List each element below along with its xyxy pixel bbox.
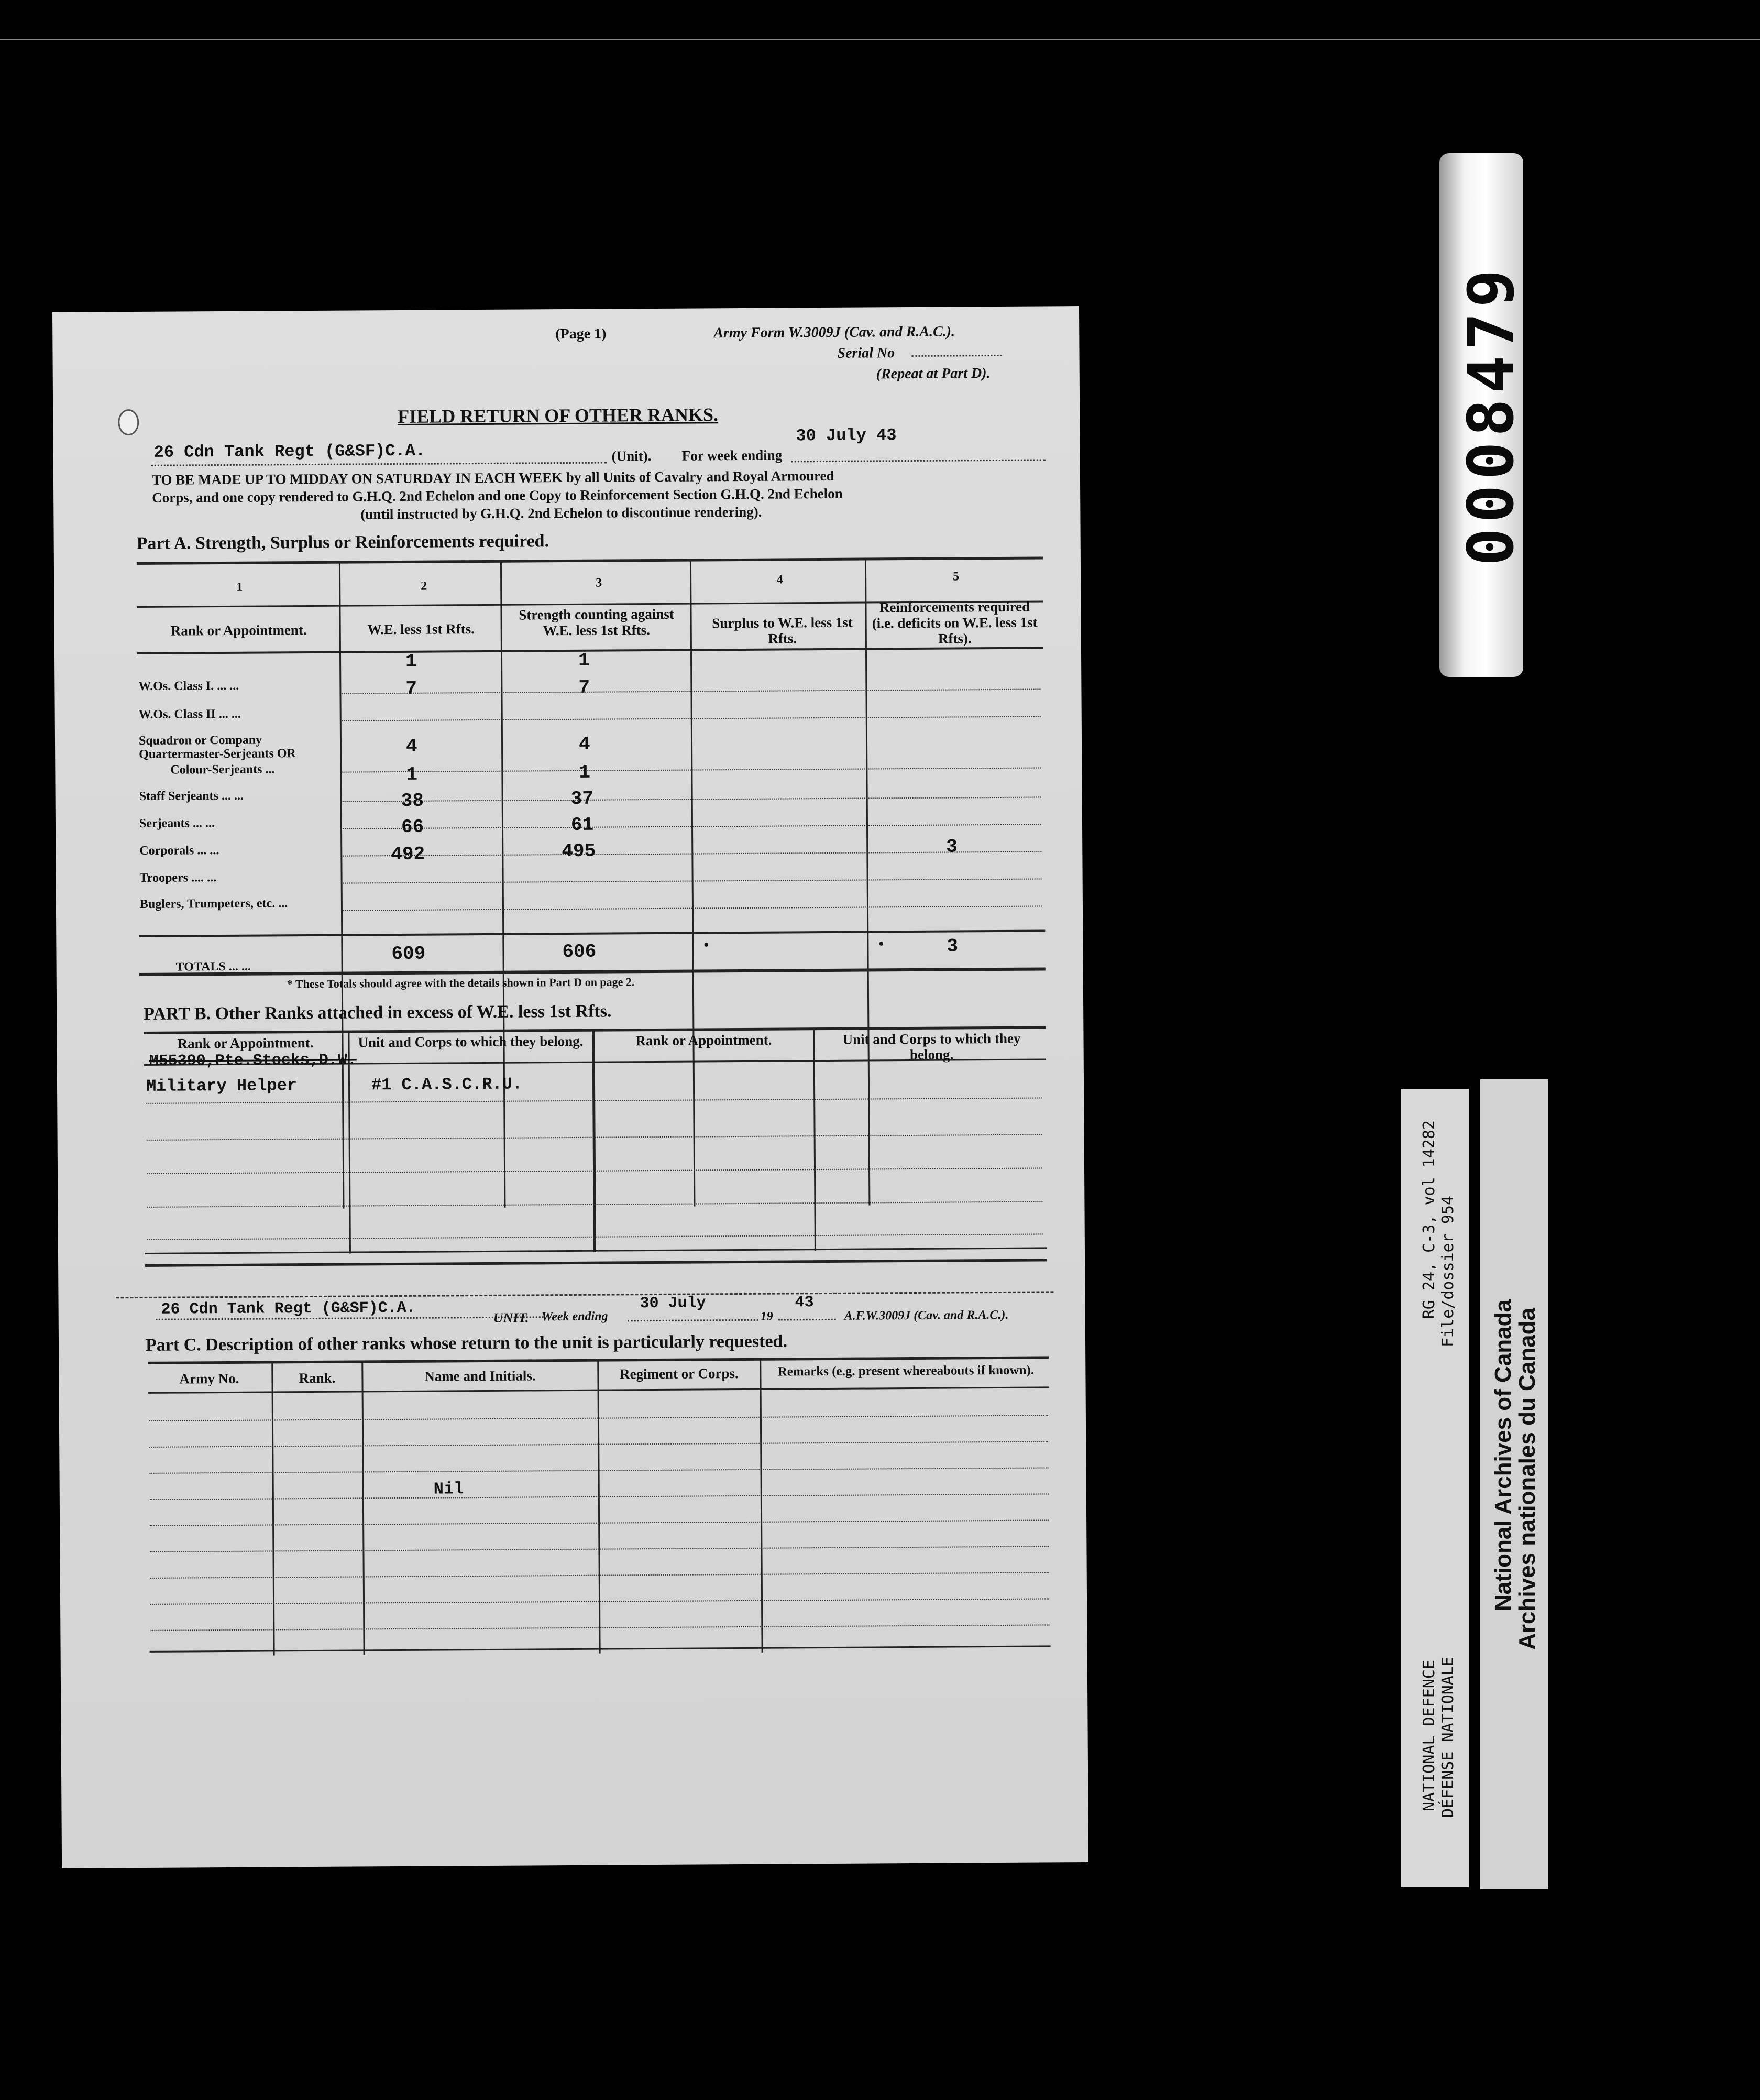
punch-hole xyxy=(118,409,139,435)
col-number-3: 3 xyxy=(596,576,602,590)
strip-week-value: 30 July xyxy=(640,1294,706,1313)
strength-cqms: 4 xyxy=(578,733,590,755)
col-header-strength: Strength counting against W.E. less 1st Rfts. xyxy=(519,606,674,639)
archive-reference-label xyxy=(1401,1089,1469,1887)
form-title: FIELD RETURN OF OTHER RANKS. xyxy=(398,404,719,427)
repeat-note: (Repeat at Part D). xyxy=(876,365,991,382)
part-b-entry-struck: M55390,Pte.Stocks,D.W. xyxy=(149,1051,357,1070)
part-b-col-rank-1: Rank or Appointment. xyxy=(177,1034,314,1052)
part-c-col-regiment: Regiment or Corps. xyxy=(619,1365,739,1382)
part-a-heading: Part A. Strength, Surplus or Reinforcements required. xyxy=(136,531,549,554)
col-header-reinforcements: Reinforcements required (i.e. deficits on W.E. less 1st Rfts). xyxy=(872,598,1038,647)
total-surplus-marker: • xyxy=(703,937,709,954)
part-c-col-remarks: Remarks (e.g. present whereabouts if known). xyxy=(777,1363,1035,1379)
rank-staff-serjeants: Staff Serjeants ... ... xyxy=(139,789,244,804)
archives-name-en: National Archives of Canada xyxy=(1490,1299,1516,1611)
we-wos-class-2: 7 xyxy=(405,677,417,699)
part-b-col-rank-2: Rank or Appointment. xyxy=(635,1032,772,1049)
archive-ref-line-2: File/dossier 954 xyxy=(1439,1196,1457,1347)
col-number-4: 4 xyxy=(777,573,784,587)
rank-colour-serjeants: Colour-Serjeants ... xyxy=(170,762,275,777)
we-corporals: 492 xyxy=(391,843,425,866)
part-b-entry-rank: Military Helper xyxy=(146,1076,298,1096)
part-b-col-unit-1: Unit and Corps to which they belong. xyxy=(358,1033,584,1051)
we-serjeants: 66 xyxy=(401,816,424,838)
reinf-corporals: 3 xyxy=(946,836,958,858)
col-number-1: 1 xyxy=(236,580,243,594)
frame-number: 0008479 xyxy=(1455,264,1528,566)
total-strength: 606 xyxy=(562,940,597,963)
part-c-entry: Nil xyxy=(433,1479,464,1499)
strength-corporals: 495 xyxy=(562,840,596,862)
strip-year-value: 43 xyxy=(795,1294,814,1312)
instruction-line-1: TO BE MADE UP TO MIDDAY ON SATURDAY IN EACH WEEK by all Units of Cavalry and Royal Armoured xyxy=(151,467,834,488)
rank-troopers: Troopers .... ... xyxy=(139,871,217,885)
rank-wos-class-2: W.Os. Class II ... ... xyxy=(138,707,241,722)
part-c-col-rank: Rank. xyxy=(299,1370,336,1386)
strip-year-prefix: 19 xyxy=(760,1309,773,1324)
col-header-rank: Rank or Appointment. xyxy=(170,622,307,639)
army-form-ref: Army Form W.3009J (Cav. and R.A.C.). xyxy=(713,323,955,342)
we-staff-serjeants: 38 xyxy=(401,790,424,812)
department-fr: DÉFENSE NATIONALE xyxy=(1439,1657,1457,1818)
page-number: (Page 1) xyxy=(555,325,607,343)
part-b-entry-unit: #1 C.A.S.C.R.U. xyxy=(371,1074,523,1095)
serial-label: Serial No xyxy=(837,345,895,362)
part-c-col-army-no: Army No. xyxy=(179,1370,239,1387)
total-reinf-marker: • xyxy=(878,936,884,953)
week-ending-label: For week ending xyxy=(681,447,783,464)
strength-wos-class-2: 7 xyxy=(578,676,590,698)
strength-staff-serjeants: 37 xyxy=(570,788,594,810)
totals-footnote: * These Totals should agree with the details shown in Part D on page 2. xyxy=(287,975,635,991)
scan-top-border xyxy=(0,39,1760,40)
part-b-heading: PART B. Other Ranks attached in excess of W.E. less 1st Rfts. xyxy=(144,1001,612,1024)
total-we: 609 xyxy=(391,943,426,965)
we-colour-serjeants: 1 xyxy=(406,763,418,785)
rank-cqms: Squadron or Company Quartermaster-Serjeants OR xyxy=(138,733,296,762)
rank-corporals: Corporals ... ... xyxy=(139,844,219,858)
frame-number-strip xyxy=(1439,153,1528,677)
strip-unit-label: UNIT. xyxy=(493,1310,529,1326)
we-wos-class-1: 1 xyxy=(405,650,417,672)
strip-unit-value: 26 Cdn Tank Regt (G&SF)C.A. xyxy=(161,1299,416,1319)
total-reinf: 3 xyxy=(947,935,959,957)
strip-week-label: Week ending xyxy=(541,1309,608,1324)
col-header-we: W.E. less 1st Rfts. xyxy=(367,621,475,638)
rank-buglers: Buglers, Trumpeters, etc. ... xyxy=(139,896,288,912)
instruction-line-3: (until instructed by G.H.Q. 2nd Echelon to discontinue rendering). xyxy=(360,504,762,522)
part-b-col-unit-2: Unit and Corps to which they belong. xyxy=(842,1030,1021,1063)
rank-serjeants: Serjeants ... ... xyxy=(139,816,215,831)
instruction-line-2: Corps, and one copy rendered to G.H.Q. 2nd Echelon and one Copy to Reinforcement Section G.H.Q. 2nd Echelon xyxy=(152,485,843,506)
col-header-surplus: Surplus to W.E. less 1st Rfts. xyxy=(712,614,853,647)
form-page xyxy=(52,306,1088,1868)
part-c-col-name: Name and Initials. xyxy=(424,1368,536,1384)
col-number-2: 2 xyxy=(421,579,427,593)
unit-value: 26 Cdn Tank Regt (G&SF)C.A. xyxy=(153,441,426,462)
archive-ref-line-1: RG 24, C-3, vol 14282 xyxy=(1420,1120,1438,1319)
week-ending-value: 30 July 43 xyxy=(796,425,897,446)
part-c-heading: Part C. Description of other ranks whose return to the unit is particularly requested. xyxy=(145,1331,788,1355)
col-number-5: 5 xyxy=(953,570,960,584)
strength-serjeants: 61 xyxy=(570,814,594,836)
rank-wos-class-1: W.Os. Class I. ... ... xyxy=(138,679,239,694)
strength-colour-serjeants: 1 xyxy=(579,761,591,783)
we-cqms: 4 xyxy=(405,735,417,757)
strength-wos-class-1: 1 xyxy=(578,649,590,671)
totals-label: TOTALS ... ... xyxy=(175,959,251,974)
department-en: NATIONAL DEFENCE xyxy=(1420,1660,1438,1811)
archives-name-fr: Archives nationales du Canada xyxy=(1514,1308,1540,1650)
strip-form-ref: A.F.W.3009J (Cav. and R.A.C.). xyxy=(844,1308,1009,1323)
archive-name-label xyxy=(1480,1079,1548,1889)
unit-label: (Unit). xyxy=(611,448,652,464)
